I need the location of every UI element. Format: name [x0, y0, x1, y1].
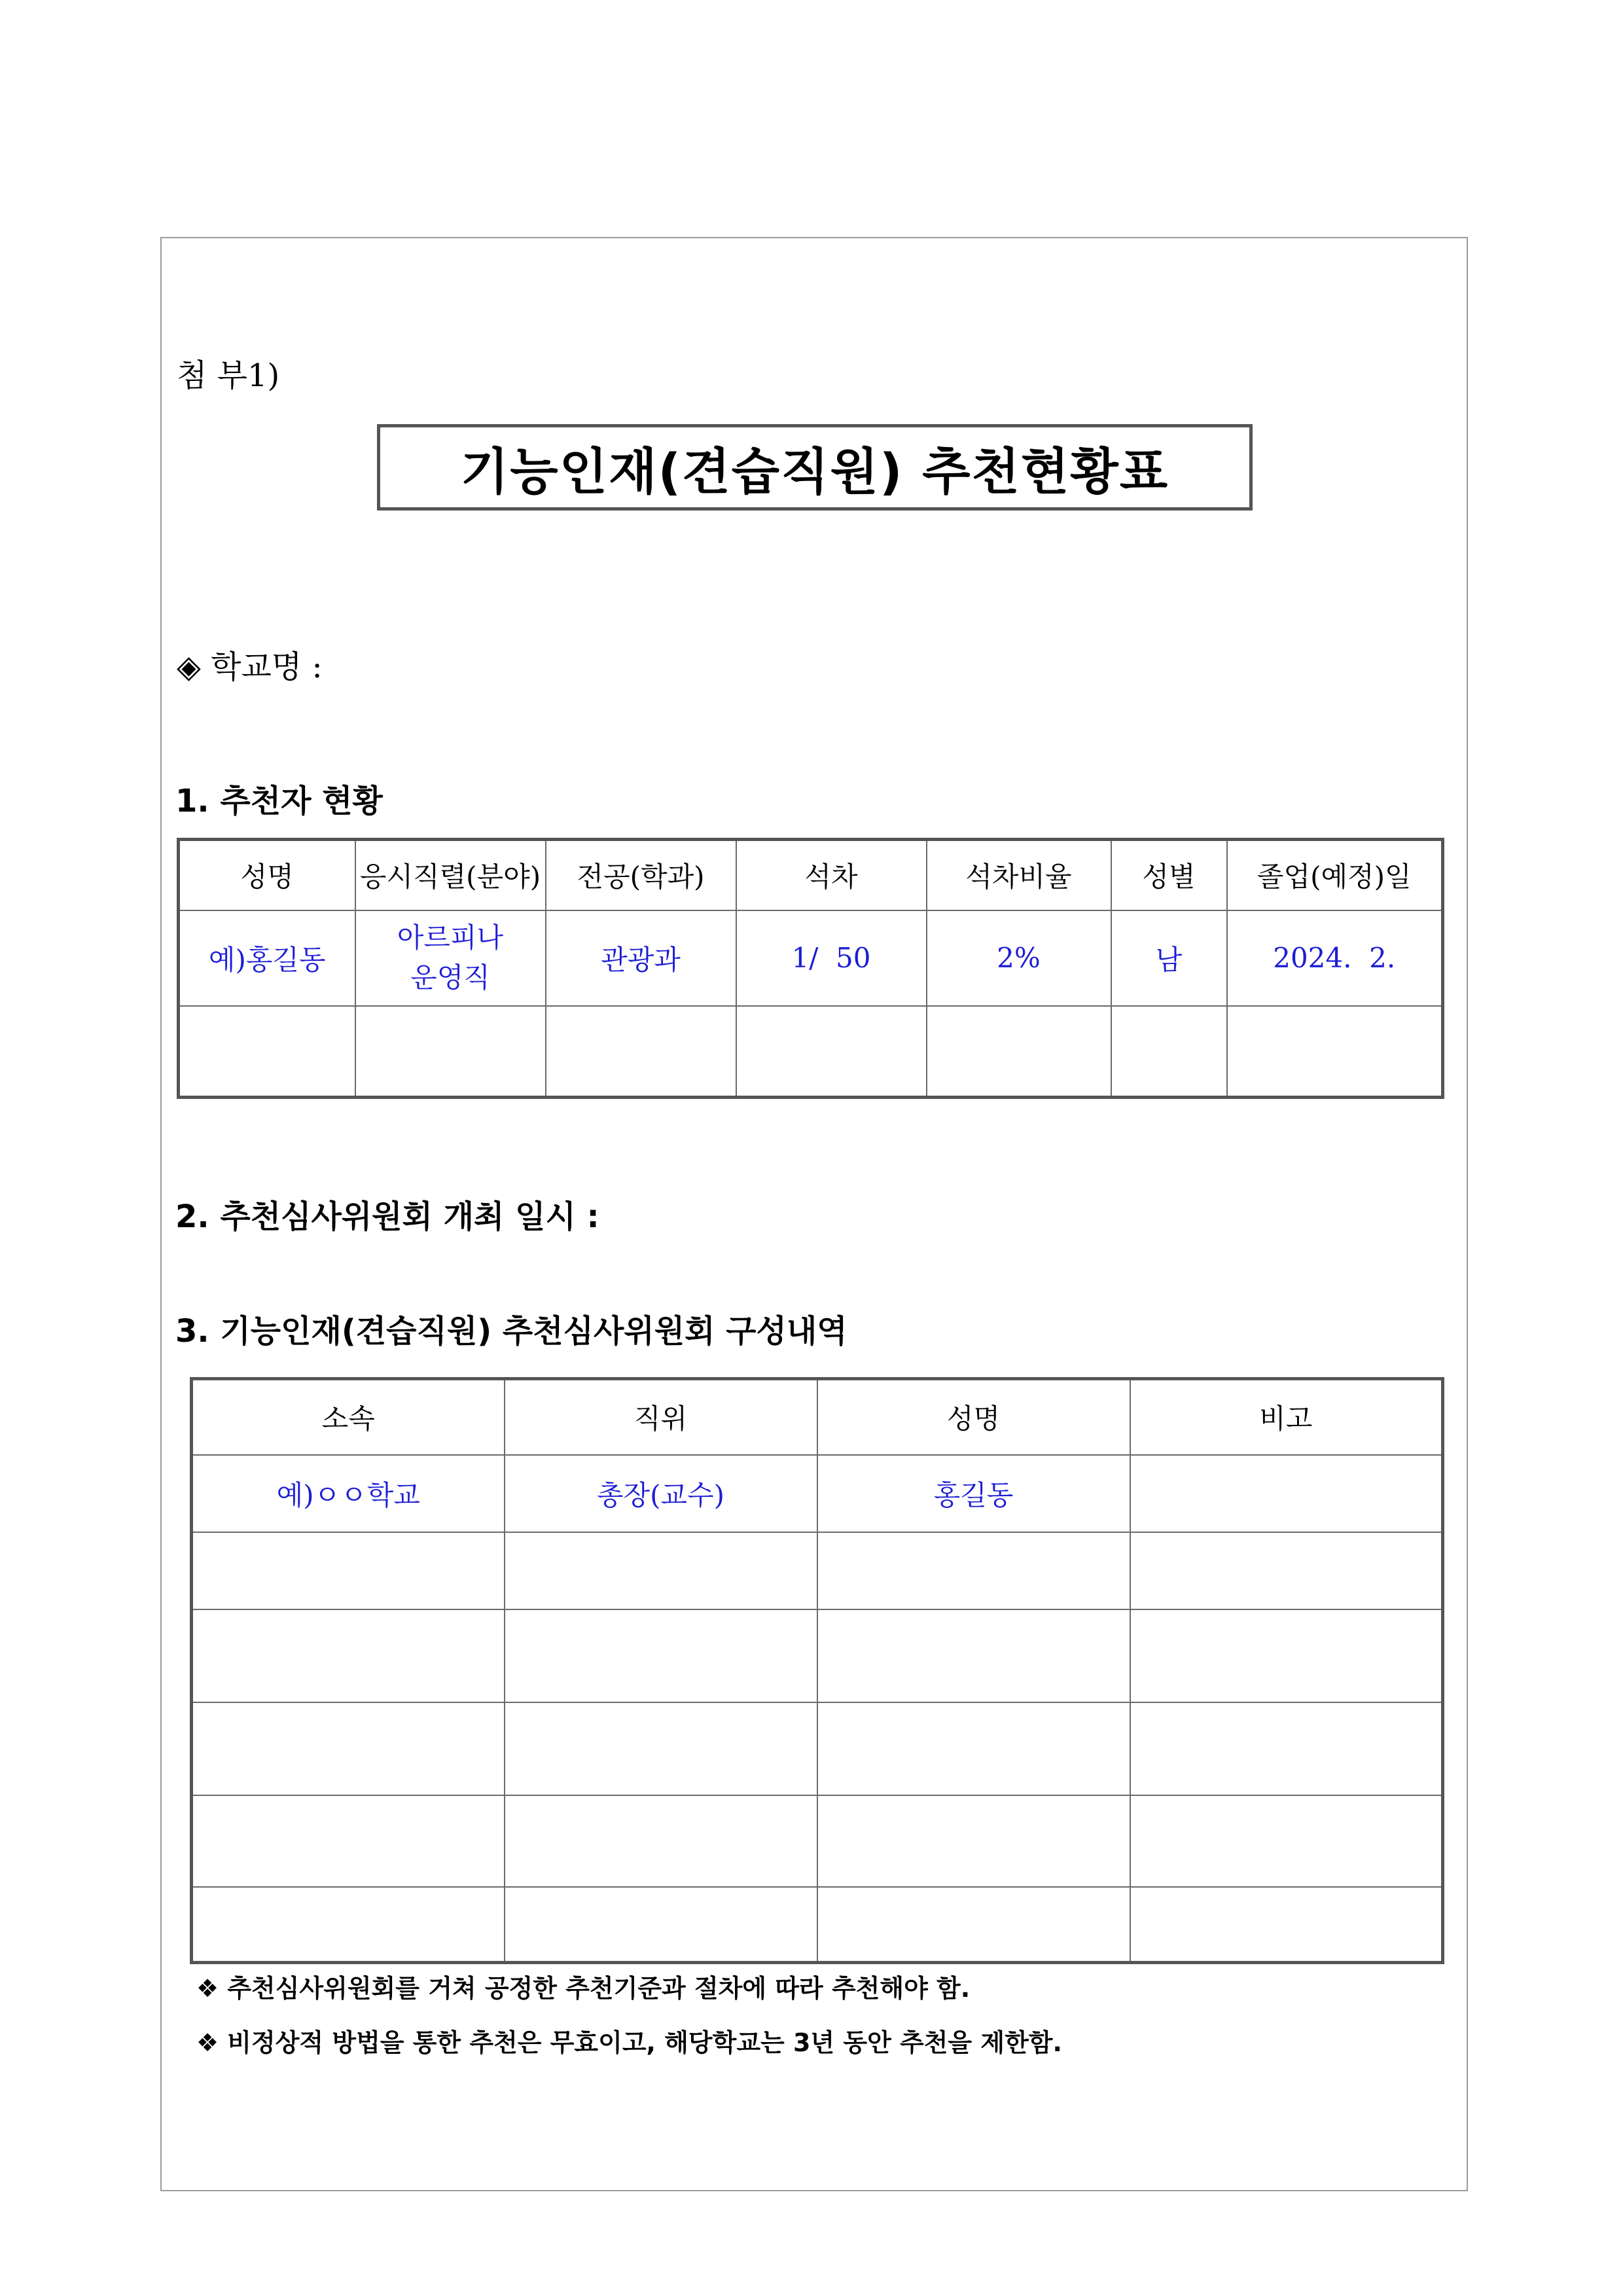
example-row [179, 910, 1443, 1006]
empty-row [192, 1532, 1443, 1609]
example-field-line1: 아르피나 [397, 921, 504, 954]
note-2: ❖ 비정상적 방법을 통한 추천은 무효이고, 해당학교는 3년 동안 추천을 제한함. [196, 2028, 1062, 2057]
table-header-row [192, 1379, 1443, 1455]
empty-cell[interactable] [192, 1702, 505, 1795]
empty-cell[interactable] [1130, 1795, 1443, 1887]
header-cell: 비고 [1130, 1379, 1443, 1455]
empty-cell[interactable] [1130, 1887, 1443, 1963]
empty-row [179, 1006, 1443, 1098]
empty-row [192, 1702, 1443, 1795]
example-rank: 1/ 50 [736, 910, 927, 1006]
example-position: 총장(교수) [505, 1455, 817, 1532]
empty-cell[interactable] [927, 1006, 1111, 1098]
empty-cell[interactable] [817, 1702, 1130, 1795]
empty-cell[interactable] [817, 1532, 1130, 1609]
empty-cell[interactable] [1130, 1609, 1443, 1702]
header-cell: 성명 [179, 840, 355, 910]
empty-cell[interactable] [192, 1795, 505, 1887]
empty-cell[interactable] [505, 1609, 817, 1702]
empty-cell[interactable] [736, 1006, 927, 1098]
empty-cell[interactable] [817, 1887, 1130, 1963]
section1-heading: 1. 추천자 현황 [175, 783, 383, 819]
empty-row [192, 1609, 1443, 1702]
header-cell: 석차 [736, 840, 927, 910]
empty-cell[interactable] [192, 1532, 505, 1609]
example-note [1130, 1455, 1443, 1532]
example-major: 관광과 [546, 910, 736, 1006]
school-name-label: ◈ 학교명 : [177, 649, 323, 685]
empty-cell[interactable] [505, 1887, 817, 1963]
header-cell: 전공(학과) [546, 840, 736, 910]
header-cell: 성별 [1111, 840, 1227, 910]
empty-cell[interactable] [817, 1609, 1130, 1702]
note-1: ❖ 추천심사위원회를 거쳐 공정한 추천기준과 절차에 따라 추천해야 함. [196, 1974, 971, 2003]
section2-heading: 2. 추천심사위원회 개최 일시 : [175, 1198, 599, 1235]
recommendee-table [177, 838, 1444, 1099]
empty-cell[interactable] [1111, 1006, 1227, 1098]
section3-heading: 3. 기능인재(견습직원) 추천심사위원회 구성내역 [175, 1313, 847, 1350]
empty-cell[interactable] [1130, 1532, 1443, 1609]
empty-row [192, 1795, 1443, 1887]
committee-table [190, 1377, 1444, 1964]
title-box [377, 424, 1253, 511]
table-header-row [179, 840, 1443, 910]
header-cell: 성명 [817, 1379, 1130, 1455]
example-gender: 남 [1111, 910, 1227, 1006]
example-row [192, 1455, 1443, 1532]
attachment-label: 첨 부1) [177, 357, 280, 394]
empty-cell[interactable] [1227, 1006, 1443, 1098]
example-graduation: 2024. 2. [1227, 910, 1443, 1006]
empty-cell[interactable] [505, 1702, 817, 1795]
empty-cell[interactable] [1130, 1702, 1443, 1795]
example-member-name: 홍길동 [817, 1455, 1130, 1532]
header-cell: 석차비율 [927, 840, 1111, 910]
document-title: 기능인재(견습직원) 추천현황표 [460, 442, 1169, 501]
empty-cell[interactable] [355, 1006, 546, 1098]
empty-cell[interactable] [546, 1006, 736, 1098]
empty-cell[interactable] [179, 1006, 355, 1098]
example-field-line2: 운영직 [410, 961, 490, 994]
example-affiliation: 예)ㅇㅇ학교 [192, 1455, 505, 1532]
empty-cell[interactable] [192, 1609, 505, 1702]
empty-cell[interactable] [192, 1887, 505, 1963]
header-cell: 직위 [505, 1379, 817, 1455]
example-name: 예)홍길동 [179, 910, 355, 1006]
empty-cell[interactable] [505, 1795, 817, 1887]
empty-row [192, 1887, 1443, 1963]
empty-cell[interactable] [505, 1532, 817, 1609]
header-cell: 소속 [192, 1379, 505, 1455]
header-cell: 졸업(예정)일 [1227, 840, 1443, 910]
empty-cell[interactable] [817, 1795, 1130, 1887]
example-rank-ratio: 2% [927, 910, 1111, 1006]
example-field [355, 910, 546, 1006]
header-cell: 응시직렬(분야) [355, 840, 546, 910]
